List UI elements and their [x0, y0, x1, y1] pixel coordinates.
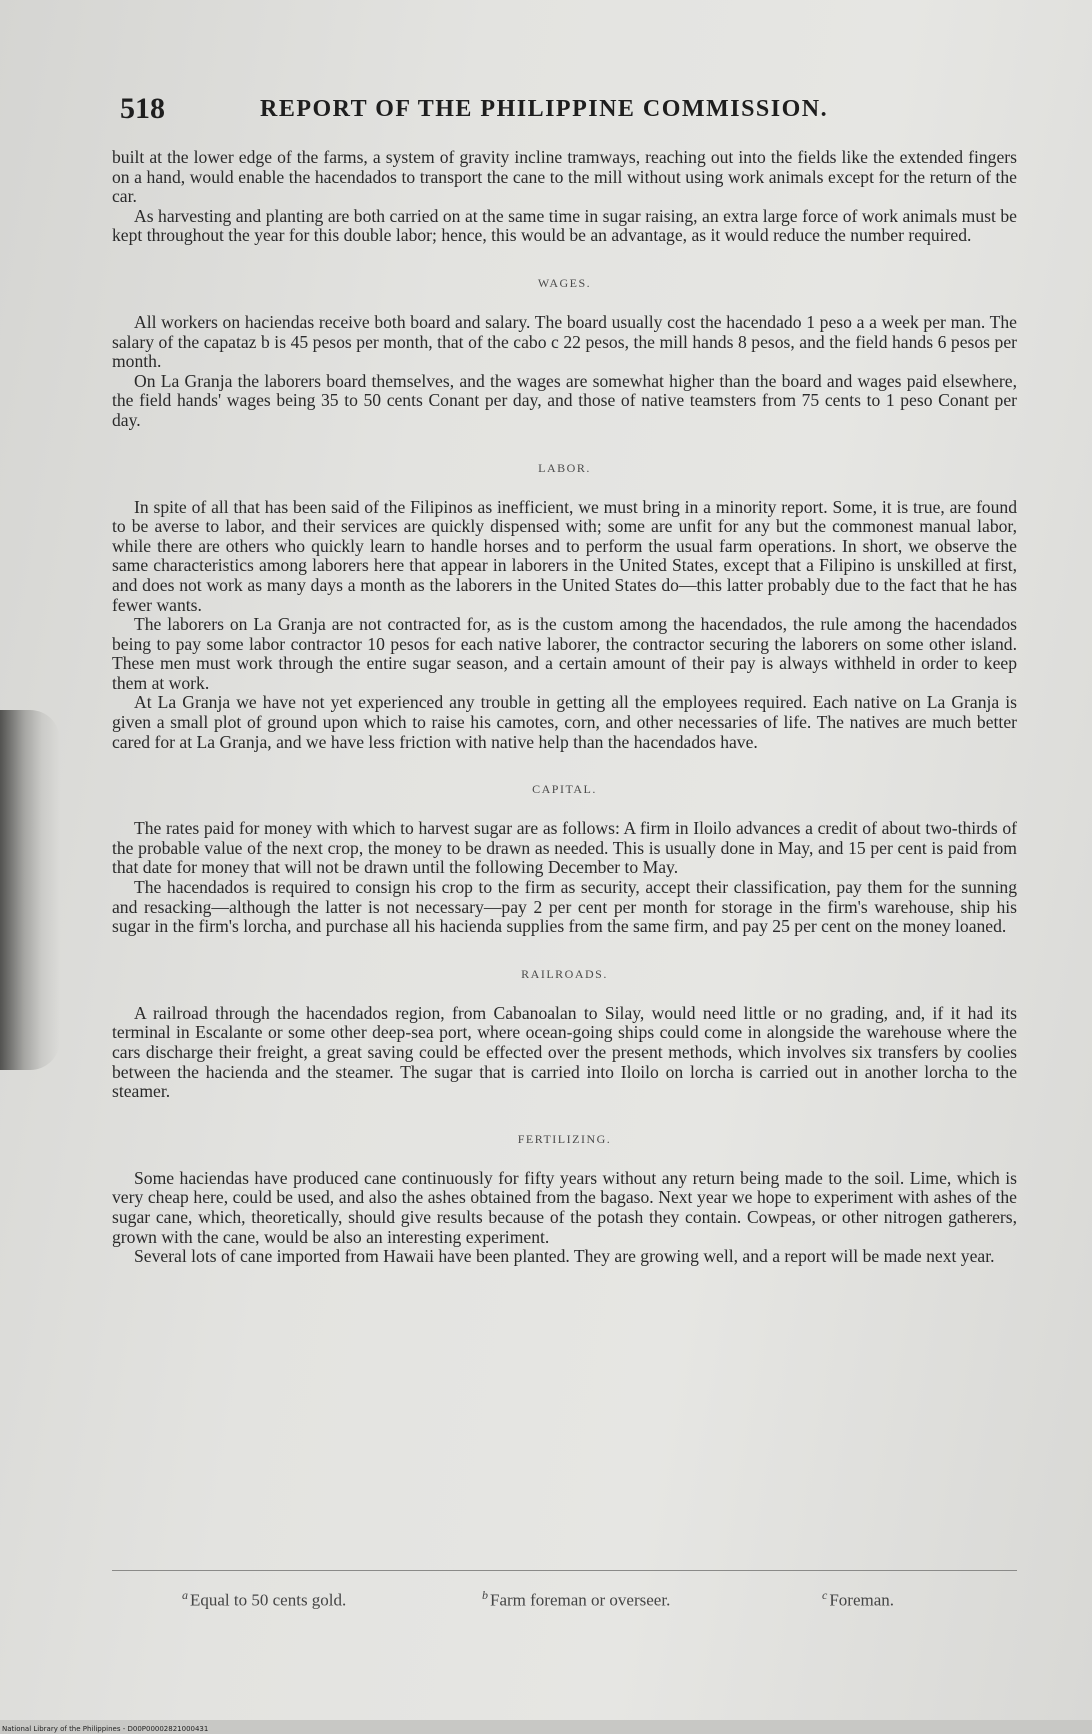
scan-caption: National Library of the Philippines - D00P00002821000431: [2, 1725, 209, 1733]
paragraph: built at the lower edge of the farms, a system of gravity incline tramways, reaching out into the fields like the extended fingers on a hand, would enable the hacendados to transport the cane to the mill without using work animals except for the return of the car.: [112, 147, 1017, 207]
footnote-mark: a: [182, 1588, 188, 1602]
section-heading-capital: CAPITAL.: [532, 782, 597, 797]
paragraph: At La Granja we have not yet experienced any trouble in getting all the employees required. Each native on La Granja is given a small plot of ground upon which to raise his camotes, corn, and other necessaries of life. The natives are much better cared for at La Granja, and we have less friction with native help than the hacendados have.: [112, 692, 1017, 752]
footnote-c: [822, 1588, 894, 1611]
page-header: [120, 92, 1020, 132]
footnote-text: Equal to 50 cents gold.: [190, 1590, 347, 1610]
footnote-a: [182, 1588, 346, 1611]
paragraph: The laborers on La Granja are not contracted for, as is the custom among the hacendados, the rule among the hacendados being to pay some labor contractor 10 pesos for each native laborer, the contractor securing the laborers on some other island. These men must work through the entire sugar season, and a certain amount of their pay is always withheld in order to keep them at work.: [112, 614, 1017, 693]
section-heading-railroads: RAILROADS.: [521, 966, 608, 981]
paragraph: Several lots of cane imported from Hawaii have been planted. They are growing well, and a report will be made next year.: [134, 1246, 995, 1267]
paragraph: Some haciendas have produced cane continuously for fifty years without any return being made to the soil. Lime, which is very cheap here, could be used, and also the ashes obtained from the bagaso. Next year we hope to experiment with ashes of the sugar cane, which, theoretically, should give results because of the potash they contain. Cowpeas, or other nitrogen gatherers, grown with the cane, would be also an interesting experiment.: [112, 1167, 1017, 1247]
section-heading-labor: LABOR.: [538, 460, 591, 475]
paragraph: On La Granja the laborers board themselves, and the wages are somewhat higher than the board and wages paid elsewhere, the field hands' wages being 35 to 50 cents Conant per day, and those of native teamsters from 75 cents to 1 peso Conant per day.: [112, 370, 1017, 430]
section-heading-fertilizing: FERTILIZING.: [517, 1131, 612, 1146]
section-heading-wages: WAGES.: [537, 275, 592, 290]
page-number: 518: [120, 92, 165, 125]
footnote-b: [482, 1588, 670, 1611]
running-head: REPORT OF THE PHILIPPINE COMMISSION.: [260, 96, 829, 122]
paragraph: As harvesting and planting are both carried on at the same time in sugar raising, an extra large force of work animals must be kept throughout the year for this double labor; hence, this would be an advantage, as it would reduce the number required.: [112, 205, 1017, 246]
paragraph: A railroad through the hacendados region, from Cabanoalan to Silay, would need little or no grading, and, if it had its terminal in Escalante or some other deep-sea port, where ocean-going ships could come in alongside the warehouse where the cars discharge their freight, a great saving could be effected over the present methods, which involves six transfers by coolies between the hacienda and the steamer. The sugar that is carried into Iloilo on lorcha is carried out in another lorcha to the steamer.: [112, 1002, 1017, 1102]
paragraph: In spite of all that has been said of the Filipinos as inefficient, we must bring in a minority report. Some, it is true, are found to be averse to labor, and their services are quickly dispensed with; some are unfit for any but the commonest manual labor, while there are others who quickly learn to handle horses and to perform the usual farm operations. In short, we observe the same characteristics among laborers here that appear in laborers in the United States, except that a Filipino is unskilled at first, and does not work as many days a month as the laborers in the United States do—this latter probably due to the fact that he has fewer wants.: [112, 496, 1017, 615]
binding-damage-image: [0, 710, 60, 1070]
footnotes: [112, 1588, 1017, 1614]
footnote-text: Farm foreman or overseer.: [490, 1590, 671, 1610]
paragraph: All workers on haciendas receive both board and salary. The board usually cost the hacendado 1 peso a a week per man. The salary of the capataz b is 45 pesos per month, that of the cabo c 22 pesos, the mill hands 8 pesos, and the field hands 6 pesos per month.: [112, 311, 1017, 372]
scan-footer-strip: [0, 1720, 1092, 1734]
footnote-rule: [112, 1570, 1017, 1571]
paragraph: The hacendados is required to consign his crop to the firm as security, accept their classification, pay them for the sunning and resacking—although the latter is not necessary—pay 2 per cent per month for storage in the firm's warehouse, ship his sugar in the firm's lorcha, and purchase all his hacienda supplies from the same firm, and pay 25 per cent on the money loaned.: [112, 877, 1017, 937]
paragraph: The rates paid for money with which to harvest sugar are as follows: A firm in Iloilo advances a credit of about two-thirds of the probable value of the next crop, the money to be drawn as needed. This is usually done in May, and 15 per cent is paid from that date for money that will not be drawn until the following December to May.: [112, 818, 1017, 878]
body-text: [112, 148, 1017, 1267]
footnote-mark: b: [482, 1588, 488, 1602]
footnote-mark: c: [822, 1588, 828, 1602]
footnote-text: Foreman.: [829, 1590, 895, 1610]
